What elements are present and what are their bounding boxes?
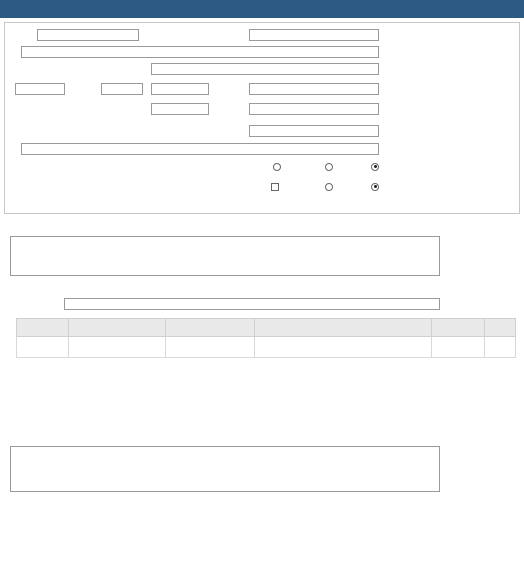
radio-selected-icon — [371, 163, 379, 171]
deadline-time-field[interactable] — [151, 83, 209, 95]
details-panel — [4, 22, 520, 214]
col-code — [432, 319, 485, 337]
goods-table — [16, 318, 516, 358]
page-header — [0, 0, 524, 18]
radio-selected-icon — [371, 183, 379, 191]
summary-box — [10, 236, 440, 276]
radio-icon — [325, 163, 333, 171]
city-field[interactable] — [21, 143, 379, 155]
treasury-payment-option[interactable] — [271, 182, 279, 191]
days-field[interactable] — [101, 83, 143, 95]
cell-qty — [69, 337, 166, 358]
col-row — [485, 319, 516, 337]
goods-group-field[interactable] — [64, 298, 440, 310]
category-both-option[interactable] — [273, 162, 281, 171]
province-field[interactable] — [249, 125, 379, 137]
col-name — [255, 319, 432, 337]
validity-date-field[interactable] — [249, 103, 379, 115]
category-goods-option[interactable] — [371, 162, 379, 171]
cell-row — [485, 337, 516, 358]
radio-icon — [273, 163, 281, 171]
goods-table-header — [17, 319, 516, 337]
deadline-date-field[interactable] — [249, 83, 379, 95]
notes-box — [10, 446, 440, 492]
cell-code — [432, 337, 485, 358]
table-row[interactable] — [17, 337, 516, 358]
col-date — [17, 319, 69, 337]
radio-icon — [325, 183, 333, 191]
need-number-field[interactable] — [249, 29, 379, 41]
creator-field[interactable] — [151, 63, 379, 75]
process-medium-option[interactable] — [325, 182, 333, 191]
buyer-field[interactable] — [21, 46, 379, 58]
cell-unit — [166, 337, 255, 358]
cell-date — [17, 337, 69, 358]
process-minor-option[interactable] — [371, 182, 379, 191]
col-unit — [166, 319, 255, 337]
validity-time-field[interactable] — [151, 103, 209, 115]
checkbox-icon — [271, 183, 279, 191]
remaining-time-field[interactable] — [15, 83, 65, 95]
category-service-option[interactable] — [325, 162, 333, 171]
cell-name — [255, 337, 432, 358]
announce-field[interactable] — [37, 29, 139, 41]
col-qty — [69, 319, 166, 337]
